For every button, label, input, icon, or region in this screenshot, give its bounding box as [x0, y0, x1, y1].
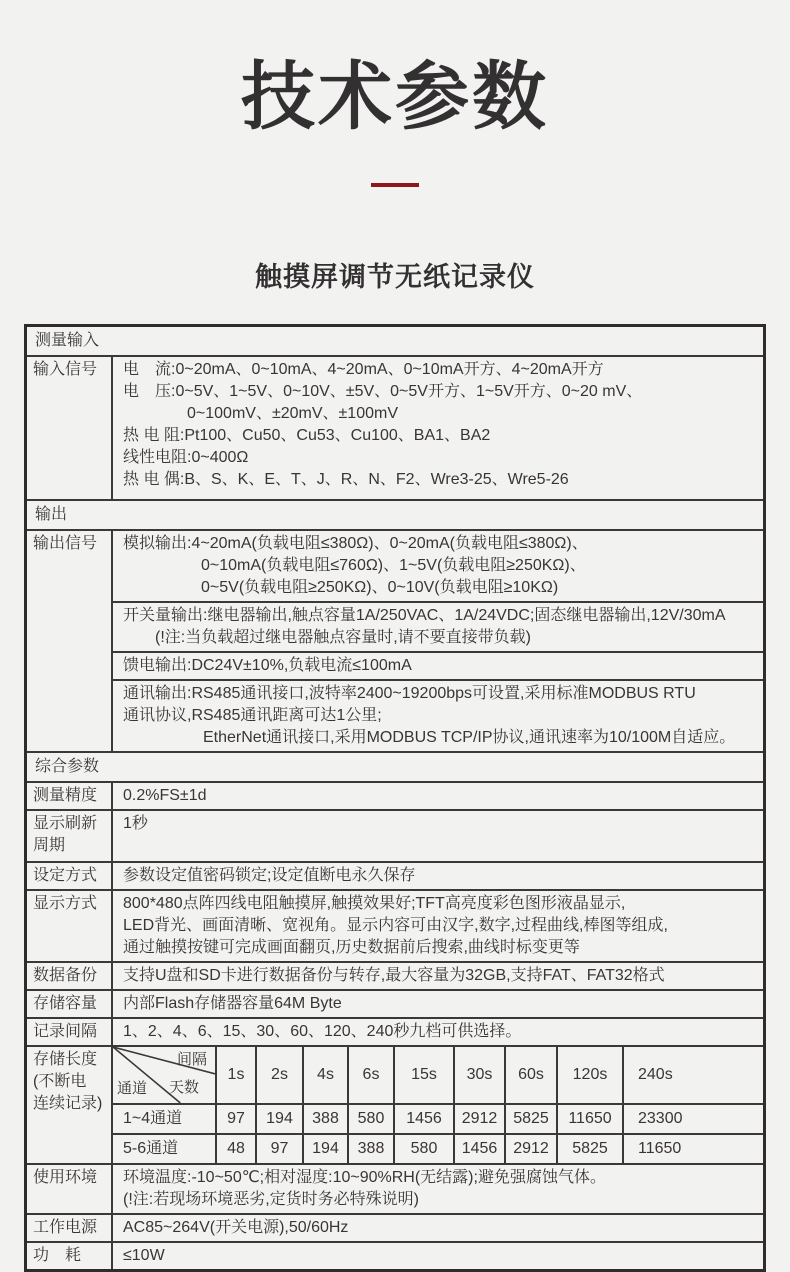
row-label [27, 1047, 113, 1163]
channel-cell: 1~4通道 [113, 1103, 215, 1133]
row-value: AC85~264V(开关电源),50/60Hz [123, 1219, 349, 1237]
days-cell: 580 [393, 1133, 453, 1163]
interval-header: 6s [347, 1047, 393, 1103]
interval-header: 30s [453, 1047, 504, 1103]
row-value [113, 357, 763, 499]
row-value [113, 531, 763, 751]
storage-length-table [113, 1047, 763, 1163]
row-label-line: 显示刷新 [33, 815, 98, 833]
days-cell: 97 [255, 1133, 302, 1163]
row-accuracy [27, 781, 763, 809]
days-cell: 11650 [622, 1133, 763, 1163]
row-label: 输出信号 [27, 531, 113, 751]
days-cell: 97 [215, 1103, 255, 1133]
row-data-backup [27, 961, 763, 989]
spec-line: 环境温度:-10~50℃;相对湿度:10~90%RH(无结露);避免强腐蚀气体。 [123, 1169, 606, 1187]
subrow-switch-output [113, 601, 763, 651]
spec-line: 模拟输出:4~20mA(负载电阻≤380Ω)、0~20mA(负载电阻≤380Ω)、 [123, 535, 588, 553]
row-record-interval [27, 1017, 763, 1045]
spec-line: 0~5V(负载电阻≥250KΩ)、0~10V(负载电阻≥10KΩ) [201, 579, 559, 597]
days-cell: 194 [255, 1103, 302, 1133]
section-row-output [27, 499, 763, 529]
row-value: ≤10W [123, 1247, 165, 1265]
row-label: 记录间隔 [27, 1019, 113, 1045]
interval-header: 120s [556, 1047, 622, 1103]
spec-line: 热 电 阻:Pt100、Cu50、Cu53、Cu100、BA1、BA2 [123, 427, 491, 445]
row-label-line: 存储长度 [33, 1051, 98, 1069]
spec-line: EtherNet通讯接口,采用MODBUS TCP/IP协议,通讯速率为10/100M自适应。 [203, 729, 736, 747]
title-accent-divider [371, 183, 419, 187]
row-power-consumption [27, 1241, 763, 1269]
row-label-line: (不断电 [33, 1073, 87, 1091]
corner-label-channel: 通道 [117, 1080, 148, 1098]
days-cell: 1456 [393, 1103, 453, 1133]
corner-label-interval: 间隔 [176, 1051, 207, 1069]
section-row-measure-input [27, 327, 763, 355]
days-cell: 580 [347, 1103, 393, 1133]
row-value: 1、2、4、6、15、30、60、120、240秒九档可供选择。 [123, 1023, 522, 1041]
days-cell: 194 [302, 1133, 347, 1163]
interval-header: 4s [302, 1047, 347, 1103]
interval-header: 60s [504, 1047, 556, 1103]
row-value: 内部Flash存储器容量64M Byte [123, 995, 342, 1013]
row-value: 支持U盘和SD卡进行数据备份与转存,最大容量为32GB,支持FAT、FAT32格式 [123, 967, 665, 985]
spec-line: 电 压:0~5V、1~5V、0~10V、±5V、0~5V开方、1~5V开方、0~20 mV、 [123, 383, 643, 401]
spec-line: (!注:若现场环境恶劣,定货时务必特殊说明) [123, 1191, 419, 1209]
section-header: 输出 [35, 506, 68, 524]
spec-line: 开关量输出:继电器输出,触点容量1A/250VAC、1A/24VDC;固态继电器输出,12V/30mA [123, 607, 726, 625]
spec-line: 馈电输出:DC24V±10%,负载电流≤100mA [123, 657, 412, 675]
row-label: 使用环境 [27, 1165, 113, 1213]
spec-line: 电 流:0~20mA、0~10mA、4~20mA、0~10mA开方、4~20mA开方 [123, 361, 604, 379]
page-header [0, 0, 790, 187]
row-setting-mode [27, 861, 763, 889]
row-environment [27, 1163, 763, 1213]
spec-table [24, 324, 766, 1272]
row-storage-length [27, 1045, 763, 1163]
row-power-supply [27, 1213, 763, 1241]
days-cell: 388 [347, 1133, 393, 1163]
subrow-feed-output [113, 651, 763, 679]
storage-corner-cell [113, 1047, 215, 1103]
row-display-mode [27, 889, 763, 961]
days-cell: 5825 [504, 1103, 556, 1133]
days-cell: 2912 [504, 1133, 556, 1163]
spec-line: (!注:当负载超过继电器触点容量时,请不要直接带负载) [155, 629, 531, 647]
row-storage-capacity [27, 989, 763, 1017]
subrow-comm-output [113, 679, 763, 751]
page-subtitle: 触摸屏调节无纸记录仪 [255, 262, 535, 293]
days-cell: 23300 [622, 1103, 763, 1133]
row-value: 参数设定值密码锁定;设定值断电永久保存 [123, 867, 416, 885]
row-value [113, 891, 763, 961]
interval-header: 2s [255, 1047, 302, 1103]
row-label: 设定方式 [27, 863, 113, 889]
days-cell: 388 [302, 1103, 347, 1133]
section-header: 综合参数 [35, 758, 100, 776]
interval-header: 1s [215, 1047, 255, 1103]
row-label-line: 周期 [33, 837, 66, 855]
row-label: 存储容量 [27, 991, 113, 1017]
spec-line: 线性电阻:0~400Ω [123, 449, 249, 467]
spec-line: 0~100mV、±20mV、±100mV [187, 405, 398, 423]
spec-line: 0~10mA(负载电阻≤760Ω)、1~5V(负载电阻≥250KΩ)、 [201, 557, 586, 575]
row-value [113, 1165, 763, 1213]
spec-line: 800*480点阵四线电阻触摸屏,触摸效果好;TFT高亮度彩色图形液晶显示, [123, 895, 626, 913]
row-label: 功 耗 [27, 1243, 113, 1269]
row-value: 1秒 [123, 815, 148, 833]
subrow-analog-output [113, 531, 763, 601]
row-label: 工作电源 [27, 1215, 113, 1241]
row-output-signal [27, 529, 763, 751]
spec-line: 通讯协议,RS485通讯距离可达1公里; [123, 707, 382, 725]
spec-line: 通讯输出:RS485通讯接口,波特率2400~19200bps可设置,采用标准MODBUS RTU [123, 685, 696, 703]
storage-grid [113, 1047, 763, 1163]
section-row-general [27, 751, 763, 781]
days-cell: 5825 [556, 1133, 622, 1163]
spec-line: LED背光、画面清晰、宽视角。显示内容可由汉字,数字,过程曲线,棒图等组成, [123, 917, 668, 935]
row-label [27, 811, 113, 861]
days-cell: 1456 [453, 1133, 504, 1163]
row-label: 显示方式 [27, 891, 113, 961]
spec-line: 热 电 偶:B、S、K、E、T、J、R、N、F2、Wre3-25、Wre5-26 [123, 471, 569, 489]
spec-line: 通过触摸按键可完成画面翻页,历史数据前后搜索,曲线时标变更等 [123, 939, 580, 957]
row-value: 0.2%FS±1d [123, 787, 207, 805]
row-label: 输入信号 [27, 357, 113, 499]
page-title: 技术参数 [241, 55, 549, 138]
row-label: 测量精度 [27, 783, 113, 809]
interval-header: 240s [622, 1047, 763, 1103]
row-input-signal [27, 355, 763, 499]
channel-cell: 5-6通道 [113, 1133, 215, 1163]
row-label: 数据备份 [27, 963, 113, 989]
days-cell: 2912 [453, 1103, 504, 1133]
days-cell: 11650 [556, 1103, 622, 1133]
corner-label-days: 天数 [168, 1079, 199, 1097]
row-label-line: 连续记录) [33, 1095, 103, 1113]
row-refresh-period [27, 809, 763, 861]
days-cell: 48 [215, 1133, 255, 1163]
interval-header: 15s [393, 1047, 453, 1103]
section-header: 测量输入 [35, 332, 100, 350]
